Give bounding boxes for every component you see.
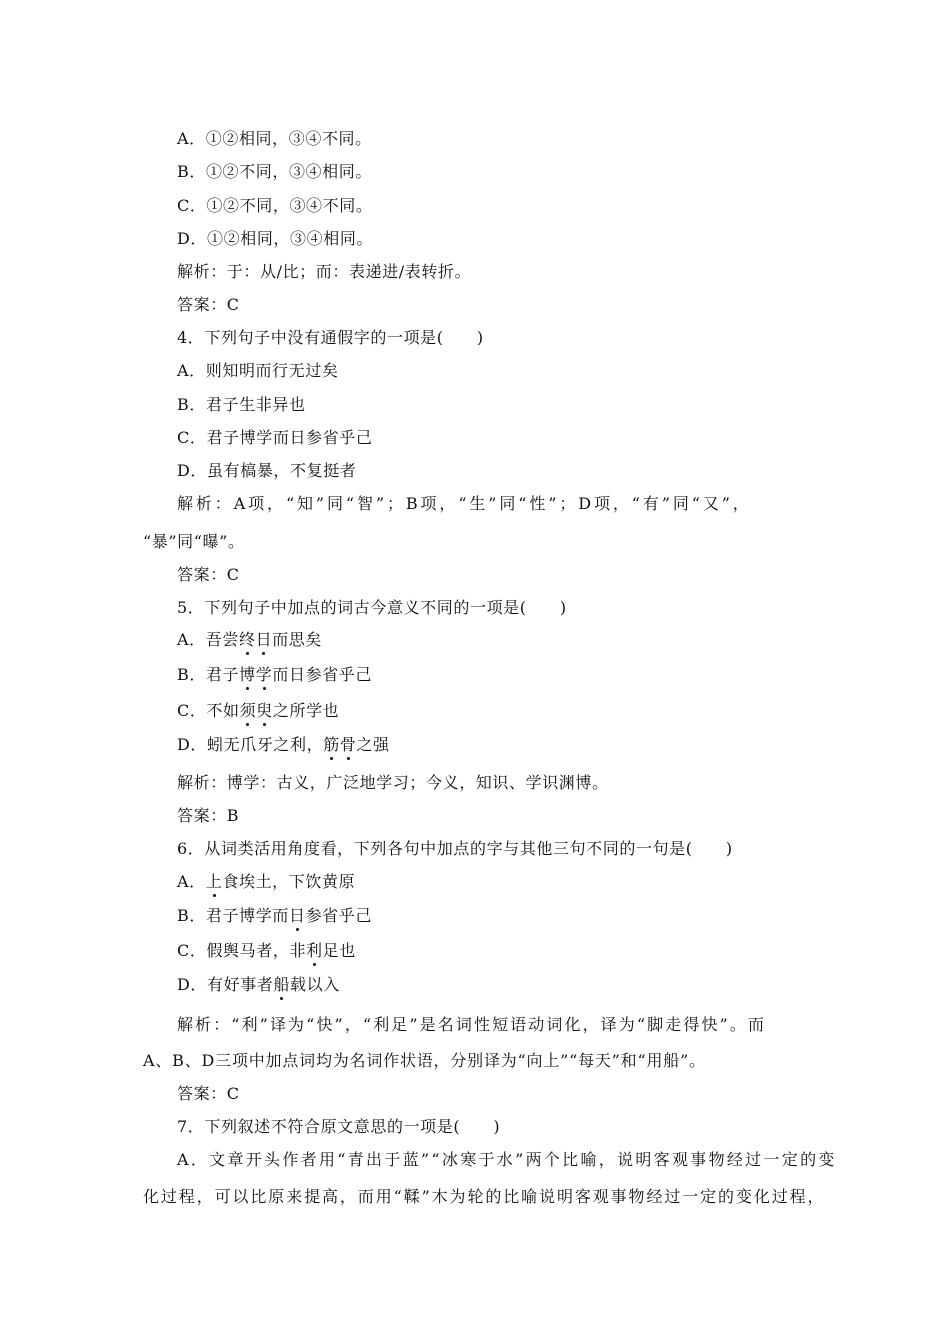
line-text: 食埃土，下饮黄原 xyxy=(222,872,356,891)
line-text: B．君子 xyxy=(177,665,240,684)
line-text: 答案：C xyxy=(177,1084,240,1103)
text-line xyxy=(177,872,355,892)
text-line xyxy=(177,665,372,685)
line-text: D．蚓无爪牙之利， xyxy=(177,735,324,754)
text-line xyxy=(177,428,372,448)
text-line xyxy=(177,361,339,381)
text-line xyxy=(177,196,372,216)
text-line xyxy=(177,494,752,514)
emphasis-dotted-char: 博 xyxy=(239,665,256,684)
line-text: A、B、D三项中加点词均为名词作状语，分别译为“向上”“每天”和“用船”。 xyxy=(143,1051,706,1070)
line-text: A．①②相同，③④不同。 xyxy=(177,129,372,148)
text-line xyxy=(177,1117,500,1137)
text-line xyxy=(177,162,372,182)
text-line xyxy=(177,1015,766,1035)
emphasis-dotted-char: 终 xyxy=(238,630,256,649)
text-line xyxy=(143,1187,825,1207)
text-line xyxy=(177,806,239,826)
text-line xyxy=(177,262,471,282)
line-text: 之强 xyxy=(356,735,390,754)
line-text: “暴”同“曝”。 xyxy=(143,532,245,551)
text-line xyxy=(177,941,356,961)
line-text: 6．从词类活用角度看，下列各句中加点的字与其他三句不同的一句是( ) xyxy=(177,839,733,858)
line-text: D．①②相同，③④相同。 xyxy=(177,229,374,248)
text-line xyxy=(177,773,609,793)
emphasis-dotted-char: 日 xyxy=(288,906,306,925)
emphasis-dotted-char: 上 xyxy=(205,872,223,891)
line-text: 足也 xyxy=(322,941,356,960)
emphasis-dotted-char: 利 xyxy=(306,941,323,960)
line-text: B．君子博学而 xyxy=(177,906,289,925)
emphasis-dotted-char: 船 xyxy=(273,975,291,994)
text-line xyxy=(177,461,356,481)
text-line xyxy=(177,906,372,926)
line-text: 解析：博学：古义，广泛地学习；今义，知识、学识渊博。 xyxy=(177,773,609,792)
emphasis-dotted-char: 臾 xyxy=(256,701,273,720)
text-line xyxy=(177,975,340,995)
line-text: B．①②不同，③④相同。 xyxy=(177,162,372,181)
line-text: 答案：B xyxy=(177,806,240,825)
text-line xyxy=(177,630,322,650)
line-text: C．假舆马者，非 xyxy=(177,941,307,960)
line-text: 参省乎己 xyxy=(305,906,372,925)
line-text: 而思矣 xyxy=(272,630,322,649)
text-line xyxy=(177,598,567,618)
line-text: 答案：C xyxy=(177,565,240,584)
text-line xyxy=(177,839,733,859)
line-text: 5．下列句子中加点的词古今意义不同的一项是( ) xyxy=(177,598,567,617)
line-text: 解析：于：从/比；而：表递进/表转折。 xyxy=(177,262,472,281)
line-text: 4．下列句子中没有通假字的一项是( ) xyxy=(177,328,484,347)
text-line xyxy=(177,229,373,249)
line-text: C．①②不同，③④不同。 xyxy=(177,196,373,215)
line-text: C．不如 xyxy=(177,701,240,720)
line-text: D．虽有槁暴，不复挺者 xyxy=(177,461,357,480)
line-text: C．君子博学而日参省乎己 xyxy=(177,428,373,447)
line-text: B．君子生非异也 xyxy=(177,395,306,414)
line-text: 解析：“利”译为“快”，“利足”是名词性短语动词化，译为“脚走得快”。而 xyxy=(177,1015,767,1034)
line-text: 化过程，可以比原来提高，而用“鞣”木为轮的比喻说明客观事物经过一定的变化过程， xyxy=(143,1187,826,1206)
line-text: 解析：A项，“知”同“智”；B项，“生”同“性”；D项，“有”同“又”， xyxy=(177,494,752,513)
text-line xyxy=(177,735,390,755)
text-line xyxy=(177,295,240,315)
line-text: 载以入 xyxy=(290,975,340,994)
line-text: 7．下列叙述不符合原文意思的一项是( ) xyxy=(177,1117,501,1136)
text-line xyxy=(177,565,240,585)
text-line xyxy=(143,1051,706,1071)
emphasis-dotted-char: 须 xyxy=(239,701,257,720)
line-text: 之所学也 xyxy=(272,701,340,720)
text-line xyxy=(177,701,339,721)
emphasis-dotted-char: 学 xyxy=(255,665,273,684)
text-line xyxy=(177,1150,837,1170)
text-line xyxy=(177,395,306,415)
emphasis-dotted-char: 日 xyxy=(255,630,273,649)
line-text: A． xyxy=(177,872,206,891)
line-text: 答案：C xyxy=(177,295,240,314)
text-line xyxy=(177,129,372,149)
emphasis-dotted-char: 筋 xyxy=(323,735,340,754)
text-line xyxy=(143,532,245,552)
emphasis-dotted-char: 骨 xyxy=(339,735,357,754)
line-text: A．则知明而行无过矣 xyxy=(177,361,339,380)
line-text: A．吾尝 xyxy=(177,630,239,649)
text-line xyxy=(177,328,484,348)
line-text: A．文章开头作者用“青出于蓝”“冰寒于水”两个比喻，说明客观事物经过一定的变 xyxy=(177,1150,837,1169)
line-text: D．有好事者 xyxy=(177,975,274,994)
line-text: 而日参省乎己 xyxy=(272,665,372,684)
text-line xyxy=(177,1084,240,1104)
